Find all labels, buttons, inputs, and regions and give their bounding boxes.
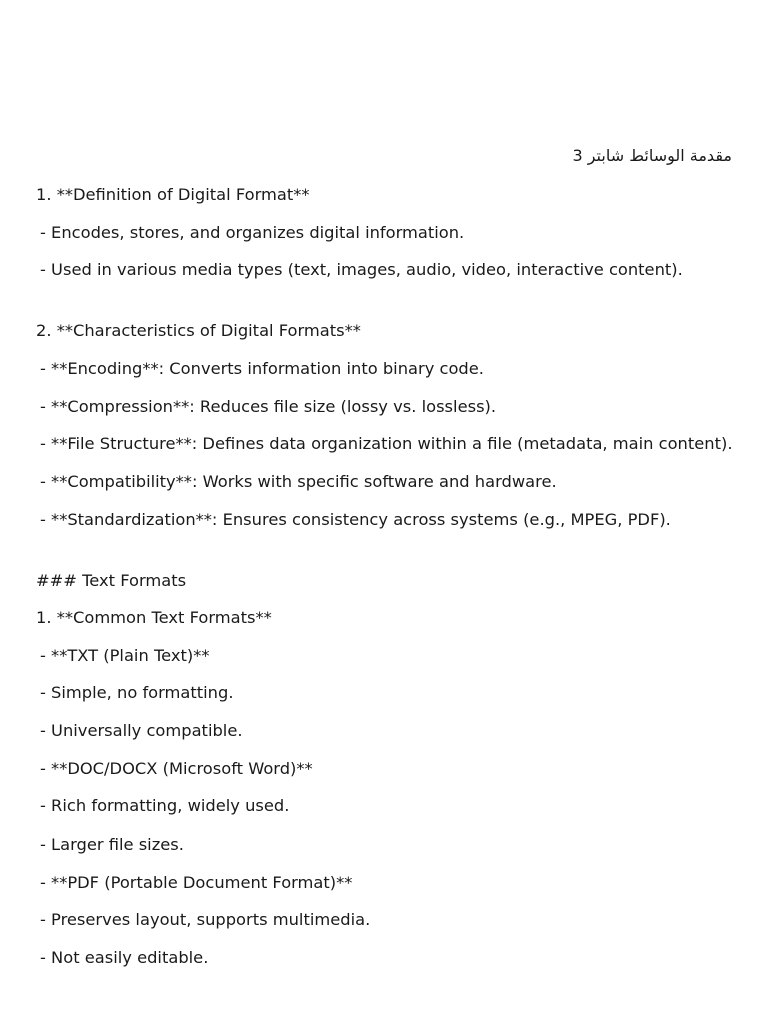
bullet-line: - **PDF (Portable Document Format)** (40, 873, 353, 892)
bullet-line: - **DOC/DOCX (Microsoft Word)** (40, 759, 313, 778)
heading-characteristics: 2. **Characteristics of Digital Formats** (36, 321, 361, 340)
bullet-line: - Used in various media types (text, images, audio, video, interactive content). (40, 260, 683, 279)
bullet-line: - **Compatibility**: Works with specific software and hardware. (40, 472, 557, 491)
bullet-line: - **File Structure**: Defines data organization within a file (metadata, main content). (40, 434, 733, 453)
bullet-line: - Encodes, stores, and organizes digital information. (40, 223, 465, 242)
bullet-line: - Universally compatible. (40, 721, 243, 740)
bullet-line: - **Encoding**: Converts information into binary code. (40, 359, 484, 378)
heading-common-text-formats: 1. **Common Text Formats** (36, 608, 272, 627)
bullet-line: - Preserves layout, supports multimedia. (40, 910, 371, 929)
bullet-line: - Rich formatting, widely used. (40, 796, 290, 815)
bullet-line: - Larger file sizes. (40, 835, 184, 854)
bullet-line: - Not easily editable. (40, 948, 209, 967)
bullet-line: - **TXT (Plain Text)** (40, 646, 210, 665)
section-heading-text-formats: ### Text Formats (36, 571, 187, 590)
heading-definition: 1. **Definition of Digital Format** (36, 185, 310, 204)
bullet-line: - Simple, no formatting. (40, 683, 234, 702)
document-title: مقدمة الوسائط شابتر 3 (572, 146, 732, 165)
bullet-line: - **Compression**: Reduces file size (lossy vs. lossless). (40, 397, 497, 416)
bullet-line: - **Standardization**: Ensures consistency across systems (e.g., MPEG, PDF). (40, 510, 671, 529)
